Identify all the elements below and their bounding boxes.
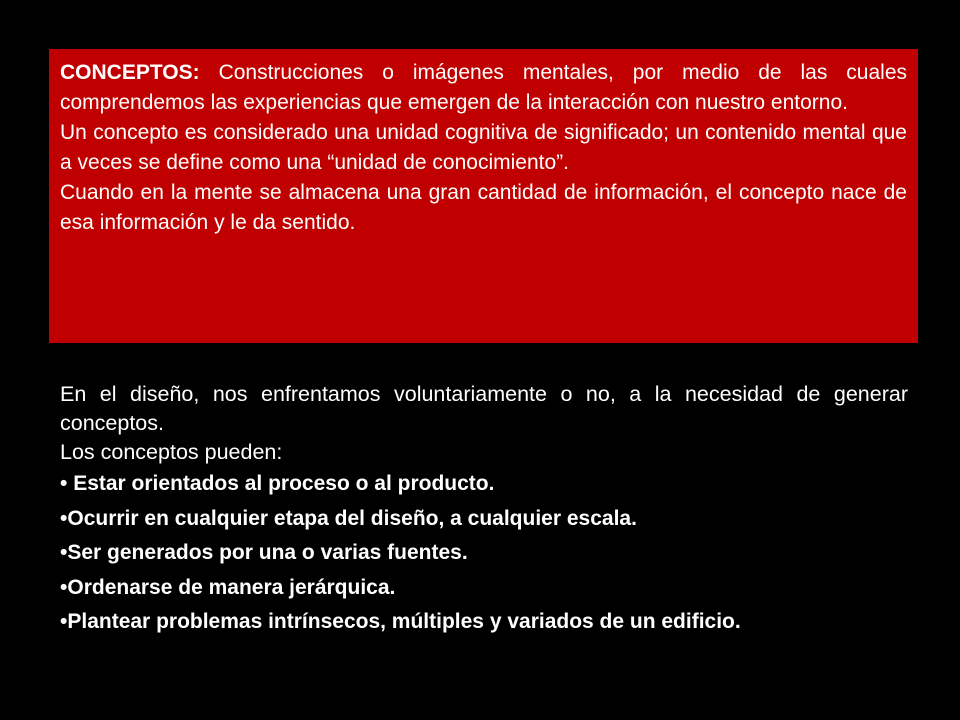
list-item-text: Plantear problemas intrínsecos, múltiples y variados de un edificio. [67,610,741,633]
definition-paragraph-2: Un concepto es considerado una unidad cognitiva de significado; un contenido mental que a veces se define como una “unidad de conocimiento”. [60,121,907,174]
list-item-text: Ordenarse de manera jerárquica. [67,575,396,599]
list-item [60,605,908,640]
definition-paragraph-3: Cuando en la mente se almacena una gran cantidad de información, el concepto nace de esa información y le da sentido. [60,181,907,234]
definition-lead: CONCEPTOS: [60,61,200,84]
list-item [60,536,908,571]
design-section [60,380,908,640]
bullet-icon: • [60,610,68,633]
list-item-text: Ser generados por una o varias fuentes. [67,541,468,564]
bullet-icon: • [60,506,68,530]
design-paragraph: En el diseño, nos enfrentamos voluntariamente o no, a la necesidad de generar conceptos. [60,382,908,435]
bullet-icon: • [60,472,68,495]
bullet-icon: • [60,541,68,564]
bullet-icon: • [60,575,68,599]
definition-box [49,49,918,343]
list-item [60,571,908,606]
list-intro: Los conceptos pueden: [60,440,283,464]
definition-paragraph-1 [60,58,907,118]
list-item-text: Ocurrir en cualquier etapa del diseño, a cualquier escala. [67,506,637,530]
list-item-text: Estar orientados al proceso o al producto. [67,472,495,495]
list-item [60,502,908,537]
definition-text: Construcciones o imágenes mentales, por medio de las cuales comprendemos las experiencias que emergen de la interacción con nuestro entorno. [60,61,907,114]
list-item [60,467,908,502]
concept-list [60,467,908,640]
